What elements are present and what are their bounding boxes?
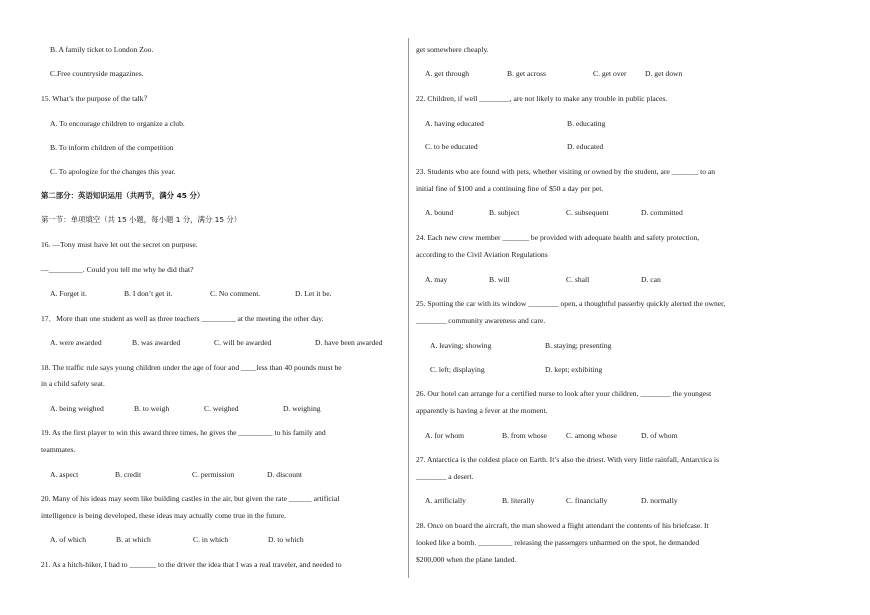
- q27-option-b: B. literally: [502, 496, 535, 505]
- q23-option-d: D. committed: [641, 208, 683, 217]
- column-divider: [408, 38, 409, 578]
- q20-option-d: D. to which: [268, 535, 304, 544]
- q18-option-c: C. weighed: [204, 404, 239, 413]
- q22-stem: 22. Children, if well ________, are not likely to make any trouble in public places.: [416, 94, 668, 103]
- q27-line1: 27. Antarctica is the coldest place on Earth. It’s also the driest. With very little rainfall, Antarctica is: [416, 455, 719, 464]
- q26-line2: apparently is having a fever at the moment.: [416, 406, 548, 415]
- q28-line1: 28. Once on board the aircraft, the man showed a flight attendant the contents of his briefcase. It: [416, 521, 709, 530]
- q23-line1: 23. Students who are found with pets, whether visiting or owned by the student, are _______ to an: [416, 167, 716, 176]
- q16-options: [50, 289, 331, 299]
- q22-option-d: D. educated: [567, 142, 604, 151]
- q28-line3: $200,000 when the plane landed.: [416, 555, 517, 564]
- q15-option-a: A. To encourage children to organize a club.: [50, 119, 185, 128]
- q19-line1: 19. As the first player to win this award three times, he gives the _________ to his family and: [41, 428, 326, 437]
- q16-option-b: B. I don’t get it.: [124, 289, 173, 298]
- q25-line2: ________ community awareness and care.: [416, 316, 546, 325]
- section1-heading: 第一节：单项填空（共 15 小题，每小题 1 分，满分 15 分）: [41, 215, 242, 224]
- q15-option-b: B. To inform children of the competition: [50, 143, 174, 152]
- q17-option-c: C. will be awarded: [214, 338, 272, 347]
- q24-option-d: D. can: [641, 275, 661, 284]
- q18-option-a: A. being weighed: [50, 404, 104, 413]
- q21-option-a: A. get through: [425, 69, 470, 78]
- part2-heading: 第二部分：英语知识运用（共两节，满分 45 分）: [41, 191, 205, 200]
- q23-option-b: B. subject: [489, 208, 520, 217]
- q26-option-b: B. from whose: [502, 431, 547, 440]
- q26-option-d: D. of whom: [641, 431, 678, 440]
- q15-option-c: C. To apologize for the changes this year.: [50, 167, 176, 176]
- q17-stem: 17．More than one student as well as three teachers _________ at the meeting the other day.: [41, 314, 324, 323]
- q14-option-b: B. A family ticket to London Zoo.: [50, 45, 154, 54]
- q25-option-d: D. kept; exhibiting: [545, 365, 603, 374]
- q20-option-a: A. of which: [50, 535, 87, 544]
- q20-option-c: C. in which: [193, 535, 229, 544]
- q24-options: [425, 275, 661, 285]
- q23-line2: initial fine of $100 and a continuing fine of $50 a day per pet.: [416, 184, 604, 193]
- q14-option-c: C.Free countryside magazines.: [50, 69, 144, 78]
- q19-option-d: D. discount: [267, 470, 303, 479]
- q18-options: [50, 404, 321, 414]
- q21-line1: 21. As a hitch-hiker, I had to _______ to the driver the idea that I was a real traveler, and needed to: [41, 560, 342, 569]
- q19-option-b: B. credit: [115, 470, 142, 479]
- q16-line1: 16. —Tony must have let out the secret on purpose.: [41, 240, 198, 249]
- q24-option-c: C. shall: [566, 275, 590, 284]
- q18-option-b: B. to weigh: [134, 404, 170, 413]
- q27-option-c: C. financially: [566, 496, 608, 505]
- q22-options-row1: [425, 119, 605, 129]
- q17-option-b: B. was awarded: [132, 338, 181, 347]
- q22-options-row2: [425, 142, 603, 152]
- q17-option-a: A. were awarded: [50, 338, 102, 347]
- q17-option-d: D. have been awarded: [315, 338, 383, 347]
- q20-options: [50, 535, 304, 545]
- q22-option-a: A. having educated: [425, 119, 484, 128]
- q21-option-c: C. get over: [593, 69, 627, 78]
- q25-option-c: C. left; displaying: [430, 365, 485, 374]
- q25-options-row2: [430, 365, 602, 375]
- q22-option-c: C. to be educated: [425, 142, 478, 151]
- q24-option-a: A. may: [425, 275, 448, 284]
- q20-line2: intelligence is being developed, these ideas may actually come true in the future.: [41, 511, 287, 520]
- q27-option-d: D. normally: [641, 496, 678, 505]
- q27-option-a: A. artificially: [425, 496, 466, 505]
- q18-line1: 18. The traffic rule says young children under the age of four and ____less than 40 pounds must be: [41, 363, 342, 372]
- q23-options: [425, 208, 683, 218]
- q26-option-a: A. for whom: [425, 431, 465, 440]
- q21-continuation: get somewhere cheaply.: [416, 45, 489, 54]
- q27-options: [425, 496, 678, 506]
- q19-option-c: C. permission: [192, 470, 235, 479]
- q21-option-b: B. get across: [507, 69, 547, 78]
- q18-option-d: D. weighing: [283, 404, 321, 413]
- q25-line1: 25. Spotting the car with its window ________ open, a thoughtful passerby quickly alerted the owner,: [416, 299, 726, 308]
- q18-line2: in a child safety seat.: [41, 379, 105, 388]
- q16-line2: —_________. Could you tell me why he did that?: [41, 265, 194, 274]
- q24-line2: according to the Civil Aviation Regulations: [416, 250, 548, 259]
- q27-line2: ________ a desert.: [416, 472, 474, 481]
- q23-option-c: C. subsequent: [566, 208, 609, 217]
- q24-line1: 24. Each new crew member _______ be provided with adequate health and safety protection,: [416, 233, 700, 242]
- q25-option-a: A. leaving; showing: [430, 341, 492, 350]
- q21-options: [425, 69, 682, 79]
- q19-line2: teammates.: [41, 445, 76, 454]
- q17-options: [50, 338, 382, 348]
- q24-option-b: B. will: [489, 275, 510, 284]
- q23-option-a: A. bound: [425, 208, 454, 217]
- q26-options: [425, 431, 678, 441]
- q28-line2: looked like a bomb. _________ releasing the passengers unharmed on the spot, he demanded: [416, 538, 700, 547]
- q16-option-a: A. Forget it.: [50, 289, 87, 298]
- q15-stem: 15. What’s the purpose of the talk？: [41, 94, 152, 103]
- q26-line1: 26. Our hotel can arrange for a certified nurse to look after your children, ________ the youngest: [416, 389, 712, 398]
- q20-line1: 20. Many of his ideas may seem like building castles in the air, but given the rate ______ artificial: [41, 494, 340, 503]
- q21-option-d: D. get down: [645, 69, 683, 78]
- q20-option-b: B. at which: [116, 535, 151, 544]
- q19-option-a: A. aspect: [50, 470, 79, 479]
- q16-option-c: C. No comment.: [210, 289, 261, 298]
- q16-option-d: D. Let it be.: [295, 289, 332, 298]
- q25-option-b: B. staying; presenting: [545, 341, 612, 350]
- q25-options-row1: [430, 341, 611, 351]
- q26-option-c: C. among whose: [566, 431, 617, 440]
- q19-options: [50, 470, 302, 480]
- q22-option-b: B. educating: [567, 119, 606, 128]
